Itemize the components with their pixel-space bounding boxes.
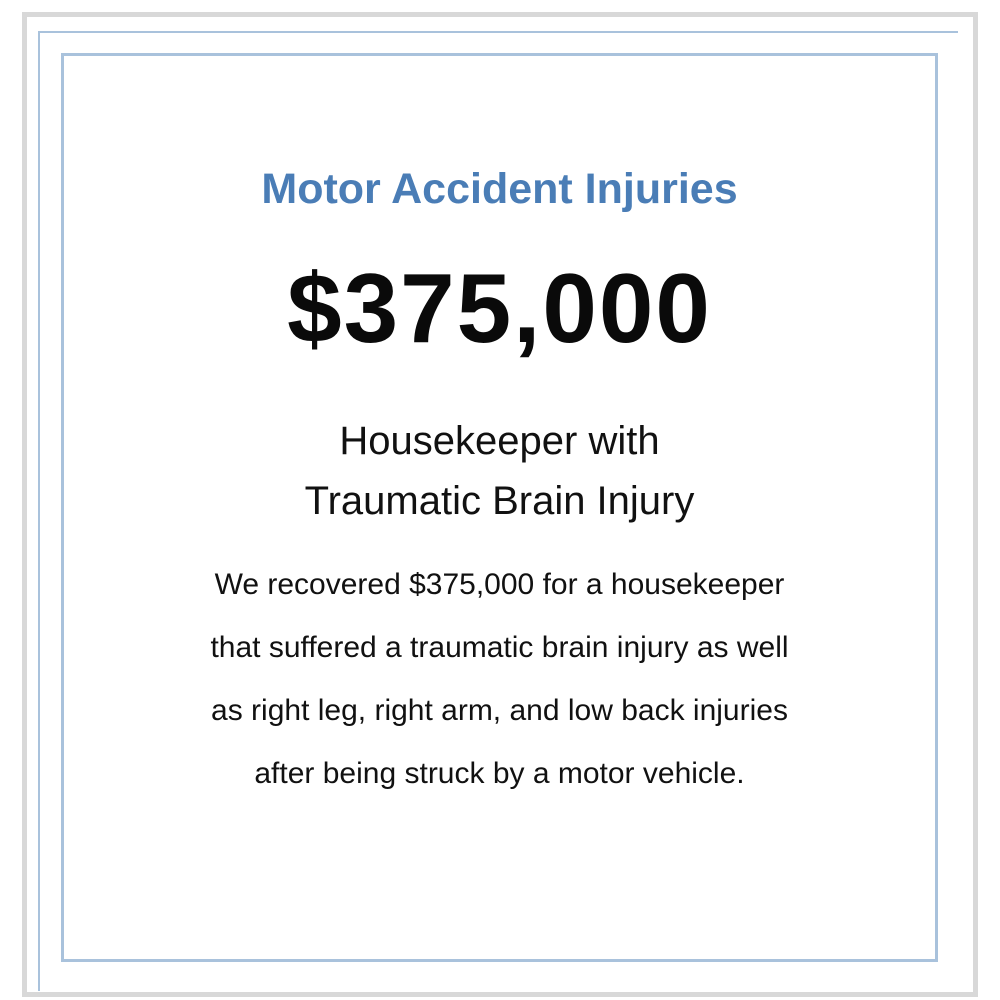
case-title-line-2: Traumatic Brain Injury	[304, 479, 695, 523]
card-content	[61, 53, 938, 962]
case-category-heading: Motor Accident Injuries	[261, 165, 738, 213]
description-line-4: after being struck by a motor vehicle.	[254, 757, 745, 790]
description-line-1: We recovered $375,000 for a housekeeper	[214, 568, 785, 601]
description-line-2: that suffered a traumatic brain injury as well	[210, 631, 789, 664]
case-title-line-1: Housekeeper with	[339, 419, 660, 463]
case-description	[61, 553, 938, 805]
description-line-3: as right leg, right arm, and low back injuries	[211, 694, 788, 727]
case-title	[61, 411, 938, 531]
settlement-amount: $375,000	[287, 253, 712, 363]
